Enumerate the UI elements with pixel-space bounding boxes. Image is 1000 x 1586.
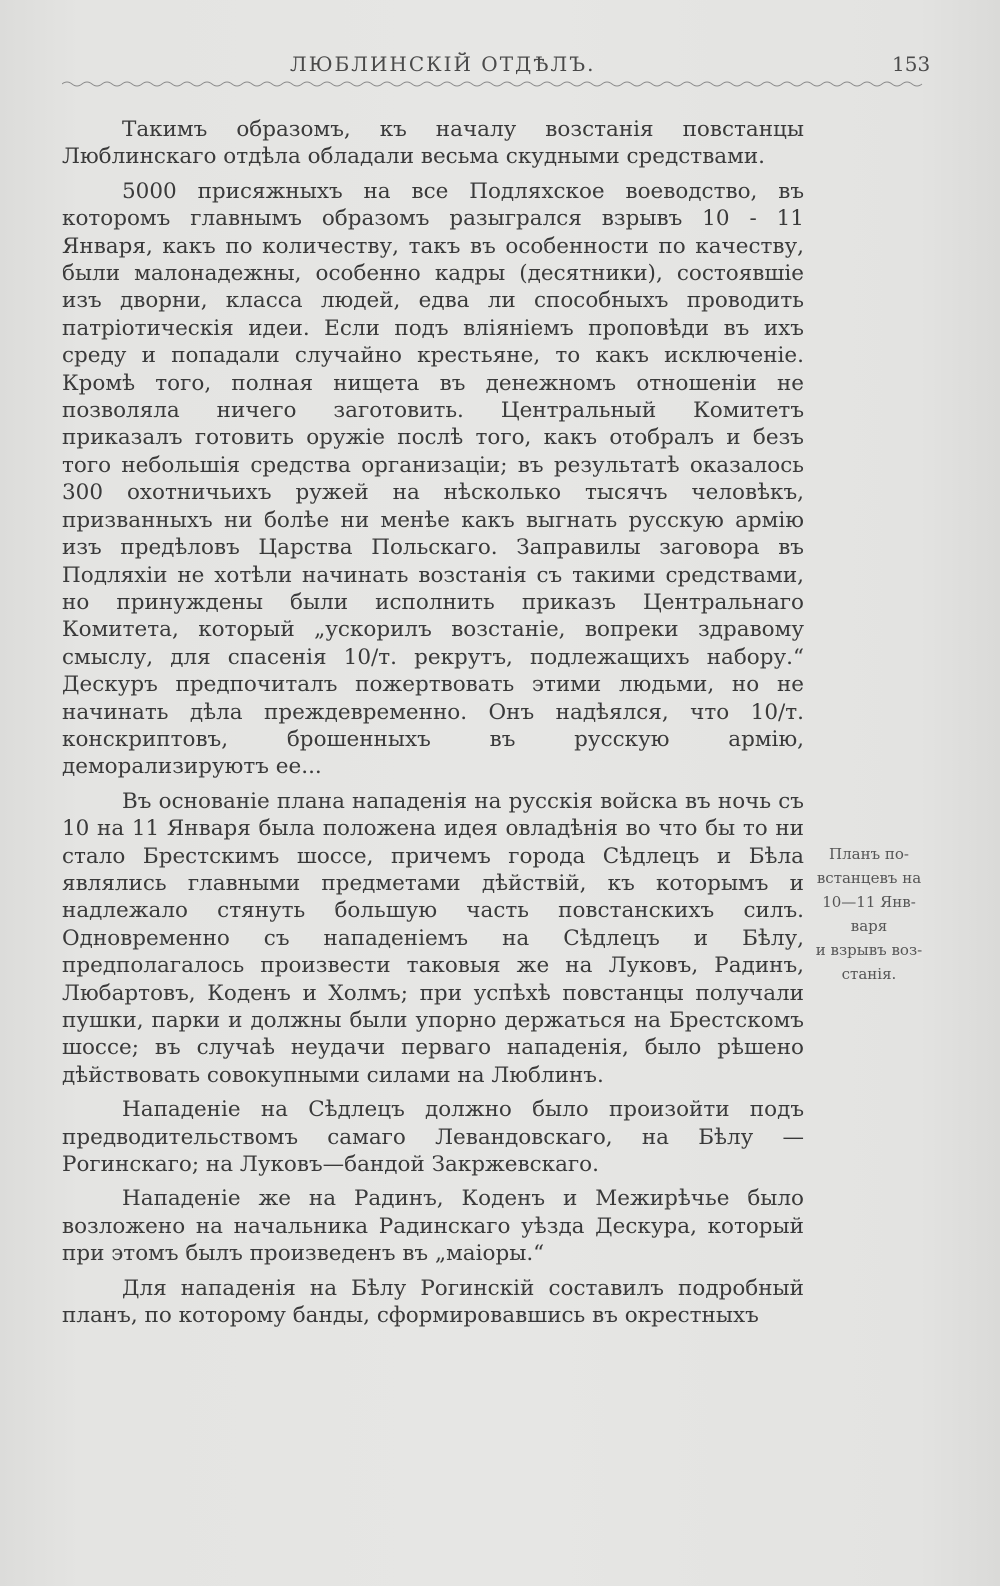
paragraph-1: Такимъ образомъ, къ началу возстанія повстанцы Люблинскаго отдѣла обладали весьма скудными средствами. bbox=[62, 117, 804, 170]
paragraph-2: 5000 присяжныхъ на все Подляхское воеводство, въ которомъ главнымъ образомъ разыгрался взрывъ 10 - 11 Января, какъ по количеству, такъ въ особенности по качеству, были малонадежны, особенно кадры (десятники), состоявшіе изъ дворни, класса людей, едва ли способныхъ проводить патріотическія идеи. Если подъ вліяніемъ проповѣди въ ихъ среду и попадали случайно крестьяне, то какъ исключеніе. Кромѣ того, полная нищета въ денежномъ отношеніи не позволяла ничего заготовить. Центральный Комитетъ приказалъ готовить оружіе послѣ того, какъ отобралъ и безъ того небольшія средства организаціи; въ результатѣ оказалось 300 охотничьихъ ружей на нѣсколько тысячъ человѣкъ, призванныхъ ни болѣе ни менѣе какъ выгнать русскую армію изъ предѣловъ Царства Польскаго. Заправилы заговора въ Подляхіи не хотѣли начинать возстанія съ такими средствами, но принуждены были исполнить приказъ Центральнаго Комитета, который „ускорилъ возстаніе, вопреки здравому смыслу, для спасенія 10/т. рекрутъ, подлежащихъ набору.“ Дескуръ предпочиталъ пожертвовать этими людьми, но не начинать дѣла преждевременно. Онъ надѣялся, что 10/т. конскриптовъ, брошенныхъ въ русскую армію, деморализируютъ ее... bbox=[62, 178, 804, 780]
main-text bbox=[62, 116, 804, 1336]
header-wavy-rule bbox=[62, 80, 924, 88]
margin-note-line: встанцевъ на bbox=[816, 869, 922, 887]
paragraph-3: Въ основаніе плана нападенія на русскія войска въ ночь съ 10 на 11 Января была положена идея овладѣнія во что бы то ни стало Брестскимъ шоссе, причемъ города Сѣдлецъ и Бѣла являлись главными предметами дѣйствій, къ которымъ и надлежало стянуть большую часть повстанскихъ силъ. Одновременно съ нападеніемъ на Сѣдлецъ и Бѣлу, предполагалось произвести таковыя же на Луковъ, Радинъ, Любартовъ, Коденъ и Холмъ; при успѣхѣ повстанцы получали пушки, парки и должны были упорно держаться на Брестскомъ шоссе; въ случаѣ неудачи перваго нападенія, было рѣшено дѣйствовать совокупными силами на Люблинъ. bbox=[62, 788, 804, 1088]
margin-note-line: станія. bbox=[841, 965, 897, 983]
margin-note-line: 10—11 Янв- bbox=[822, 893, 916, 911]
paragraph-5: Нападеніе же на Радинъ, Коденъ и Межирѣчье было возложено на начальника Радинскаго уѣзда Дескура, который при этомъ былъ произведенъ въ „маіоры.“ bbox=[62, 1186, 804, 1267]
margin-note-line: варя bbox=[850, 917, 888, 935]
running-title: ЛЮБЛИНСКІЙ ОТДѢЛЪ. bbox=[290, 52, 596, 76]
running-header bbox=[0, 52, 1000, 82]
margin-note bbox=[808, 842, 930, 986]
paragraph-6: Для нападенія на Бѣлу Рогинскій составилъ подробный планъ, по которому банды, сформировавшись въ окрестныхъ bbox=[62, 1275, 804, 1329]
margin-note-line: и взрывъ воз- bbox=[815, 941, 923, 959]
paragraph-4: Нападеніе на Сѣдлецъ должно было произойти подъ предводительствомъ самаго Левандовскаго, на Бѣлу — Рогинскаго; на Луковъ—бандой Закржевскаго. bbox=[62, 1097, 804, 1178]
page-number: 153 bbox=[892, 52, 931, 76]
margin-note-line: Планъ по- bbox=[829, 845, 909, 863]
